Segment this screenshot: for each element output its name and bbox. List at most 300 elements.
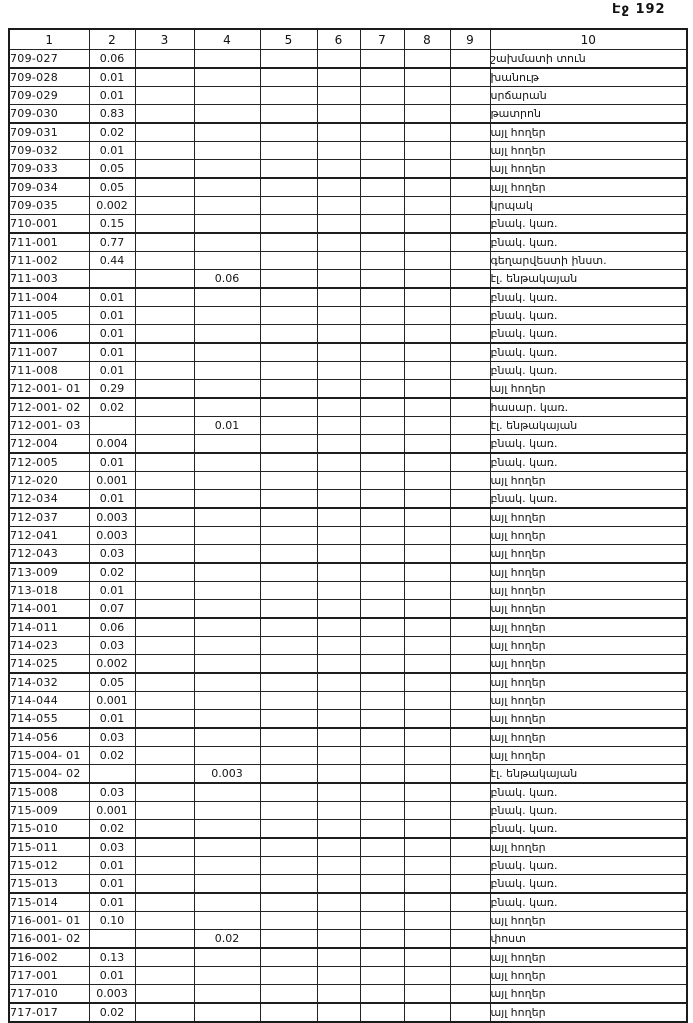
table-row: [9, 68, 687, 87]
table-row: [9, 215, 687, 234]
empty-cell: [135, 215, 194, 234]
empty-cell: [260, 508, 317, 527]
table-row: [9, 398, 687, 417]
empty-cell: [260, 307, 317, 325]
table-row: [9, 728, 687, 747]
empty-cell: [360, 765, 404, 784]
empty-cell: [404, 765, 450, 784]
land-use-label-cell: բնակ. կառ.: [490, 307, 687, 325]
empty-cell: [260, 820, 317, 839]
parcel-code-cell: 712-001- 03: [9, 417, 89, 435]
empty-cell: [404, 197, 450, 215]
table-row: [9, 985, 687, 1004]
parcel-code-cell: 712-034: [9, 490, 89, 509]
area-col2-cell: 0.004: [89, 435, 135, 454]
area-col2-cell: 0.01: [89, 490, 135, 509]
empty-cell: [450, 215, 490, 234]
page-number-label: Էջ 192: [612, 2, 666, 17]
empty-cell: [404, 948, 450, 967]
empty-cell: [450, 820, 490, 839]
empty-cell: [450, 692, 490, 710]
empty-cell: [135, 252, 194, 270]
empty-cell: [260, 802, 317, 820]
table-row: [9, 178, 687, 197]
empty-cell: [317, 545, 360, 564]
parcel-code-cell: 714-025: [9, 655, 89, 674]
area-col2-cell: 0.01: [89, 343, 135, 362]
empty-cell: [360, 343, 404, 362]
empty-cell: [450, 747, 490, 765]
empty-cell: [360, 307, 404, 325]
table-row: [9, 600, 687, 619]
empty-cell: [260, 123, 317, 142]
area-col4-cell: [194, 252, 260, 270]
area-col2-cell: 0.44: [89, 252, 135, 270]
empty-cell: [404, 783, 450, 802]
table-row: [9, 783, 687, 802]
empty-cell: [260, 417, 317, 435]
empty-cell: [317, 68, 360, 87]
area-col4-cell: [194, 563, 260, 582]
empty-cell: [404, 105, 450, 124]
empty-cell: [260, 380, 317, 399]
parcel-code-cell: 716-002: [9, 948, 89, 967]
empty-cell: [317, 252, 360, 270]
land-use-label-cell: այլ հողեր: [490, 1003, 687, 1022]
empty-cell: [135, 307, 194, 325]
empty-cell: [450, 105, 490, 124]
empty-cell: [135, 380, 194, 399]
empty-cell: [404, 252, 450, 270]
empty-cell: [317, 618, 360, 637]
empty-cell: [360, 380, 404, 399]
area-col4-cell: [194, 783, 260, 802]
area-col4-cell: 0.06: [194, 270, 260, 289]
area-col2-cell: 0.05: [89, 178, 135, 197]
empty-cell: [404, 68, 450, 87]
area-col4-cell: [194, 637, 260, 655]
empty-cell: [450, 362, 490, 380]
land-use-label-cell: շախմատի տուն: [490, 50, 687, 69]
land-use-label-cell: հասար. կառ.: [490, 398, 687, 417]
empty-cell: [360, 142, 404, 160]
area-col2-cell: 0.01: [89, 68, 135, 87]
empty-cell: [450, 600, 490, 619]
empty-cell: [360, 472, 404, 490]
empty-cell: [360, 1003, 404, 1022]
column-header-4: 4: [194, 29, 260, 50]
empty-cell: [135, 527, 194, 545]
land-use-label-cell: այլ հողեր: [490, 673, 687, 692]
area-col2-cell: 0.03: [89, 783, 135, 802]
parcel-code-cell: 714-056: [9, 728, 89, 747]
empty-cell: [360, 948, 404, 967]
empty-cell: [404, 417, 450, 435]
empty-cell: [260, 490, 317, 509]
empty-cell: [360, 710, 404, 729]
empty-cell: [135, 875, 194, 894]
parcel-code-cell: 715-008: [9, 783, 89, 802]
parcel-code-cell: 711-002: [9, 252, 89, 270]
land-use-label-cell: գեղարվեստի ինստ.: [490, 252, 687, 270]
parcel-code-cell: 712-041: [9, 527, 89, 545]
area-col2-cell: 0.02: [89, 563, 135, 582]
empty-cell: [317, 838, 360, 857]
area-col4-cell: [194, 545, 260, 564]
land-use-label-cell: այլ հողեր: [490, 912, 687, 930]
land-use-label-cell: էլ. ենթակայան: [490, 765, 687, 784]
empty-cell: [317, 747, 360, 765]
parcel-code-cell: 712-005: [9, 453, 89, 472]
table-row: [9, 655, 687, 674]
empty-cell: [450, 87, 490, 105]
empty-cell: [450, 508, 490, 527]
table-row: [9, 967, 687, 985]
table-row: [9, 545, 687, 564]
table-row: [9, 930, 687, 949]
land-use-label-cell: այլ հողեր: [490, 655, 687, 674]
empty-cell: [317, 728, 360, 747]
area-col2-cell: 0.07: [89, 600, 135, 619]
area-col2-cell: 0.06: [89, 618, 135, 637]
empty-cell: [135, 123, 194, 142]
empty-cell: [450, 490, 490, 509]
empty-cell: [360, 875, 404, 894]
land-use-label-cell: բնակ. կառ.: [490, 490, 687, 509]
empty-cell: [450, 307, 490, 325]
empty-cell: [404, 967, 450, 985]
empty-cell: [317, 563, 360, 582]
empty-cell: [450, 710, 490, 729]
area-col2-cell: 0.06: [89, 50, 135, 69]
empty-cell: [260, 197, 317, 215]
land-use-label-cell: այլ հողեր: [490, 728, 687, 747]
parcel-code-cell: 717-010: [9, 985, 89, 1004]
empty-cell: [317, 783, 360, 802]
table-row: [9, 508, 687, 527]
empty-cell: [404, 820, 450, 839]
parcel-code-cell: 714-001: [9, 600, 89, 619]
empty-cell: [360, 985, 404, 1004]
empty-cell: [260, 893, 317, 912]
table-row: [9, 233, 687, 252]
land-use-label-cell: այլ հողեր: [490, 582, 687, 600]
area-col2-cell: 0.001: [89, 802, 135, 820]
empty-cell: [450, 838, 490, 857]
land-use-label-cell: փոստ: [490, 930, 687, 949]
empty-cell: [450, 417, 490, 435]
land-use-label-cell: էլ. ենթակայան: [490, 417, 687, 435]
area-col2-cell: 0.002: [89, 197, 135, 215]
empty-cell: [360, 618, 404, 637]
table-row: [9, 417, 687, 435]
area-col2-cell: 0.003: [89, 985, 135, 1004]
empty-cell: [135, 967, 194, 985]
empty-cell: [317, 765, 360, 784]
land-use-label-cell: բնակ. կառ.: [490, 783, 687, 802]
empty-cell: [450, 398, 490, 417]
empty-cell: [360, 215, 404, 234]
area-col2-cell: 0.003: [89, 527, 135, 545]
empty-cell: [260, 545, 317, 564]
empty-cell: [404, 233, 450, 252]
empty-cell: [450, 655, 490, 674]
area-col4-cell: 0.003: [194, 765, 260, 784]
area-col2-cell: 0.001: [89, 692, 135, 710]
empty-cell: [135, 197, 194, 215]
area-col4-cell: [194, 50, 260, 69]
empty-cell: [317, 655, 360, 674]
empty-cell: [404, 50, 450, 69]
empty-cell: [260, 783, 317, 802]
empty-cell: [317, 967, 360, 985]
empty-cell: [135, 838, 194, 857]
empty-cell: [404, 490, 450, 509]
parcel-code-cell: 715-014: [9, 893, 89, 912]
land-use-label-cell: խանութ: [490, 68, 687, 87]
column-header-6: 6: [317, 29, 360, 50]
empty-cell: [360, 802, 404, 820]
empty-cell: [404, 600, 450, 619]
parcel-code-cell: 711-005: [9, 307, 89, 325]
empty-cell: [135, 912, 194, 930]
empty-cell: [317, 50, 360, 69]
land-use-label-cell: բնակ. կառ.: [490, 233, 687, 252]
land-use-label-cell: բնակ. կառ.: [490, 435, 687, 454]
empty-cell: [260, 215, 317, 234]
area-col2-cell: 0.01: [89, 325, 135, 344]
empty-cell: [404, 325, 450, 344]
empty-cell: [404, 692, 450, 710]
empty-cell: [360, 68, 404, 87]
empty-cell: [260, 68, 317, 87]
area-col2-cell: 0.01: [89, 857, 135, 875]
parcel-code-cell: 709-032: [9, 142, 89, 160]
area-col2-cell: 0.01: [89, 362, 135, 380]
area-col2-cell: 0.01: [89, 307, 135, 325]
empty-cell: [135, 728, 194, 747]
empty-cell: [450, 252, 490, 270]
empty-cell: [450, 783, 490, 802]
empty-cell: [360, 435, 404, 454]
empty-cell: [317, 197, 360, 215]
table-row: [9, 765, 687, 784]
empty-cell: [260, 50, 317, 69]
empty-cell: [450, 160, 490, 179]
empty-cell: [135, 270, 194, 289]
table-row: [9, 912, 687, 930]
empty-cell: [404, 362, 450, 380]
parcel-code-cell: 715-012: [9, 857, 89, 875]
empty-cell: [404, 655, 450, 674]
empty-cell: [317, 87, 360, 105]
empty-cell: [135, 160, 194, 179]
empty-cell: [360, 453, 404, 472]
empty-cell: [404, 178, 450, 197]
land-use-label-cell: բնակ. կառ.: [490, 288, 687, 307]
empty-cell: [317, 307, 360, 325]
empty-cell: [404, 747, 450, 765]
empty-cell: [260, 600, 317, 619]
empty-cell: [260, 105, 317, 124]
column-header-2: 2: [89, 29, 135, 50]
area-col2-cell: 0.29: [89, 380, 135, 399]
table-row: [9, 692, 687, 710]
empty-cell: [317, 105, 360, 124]
empty-cell: [260, 765, 317, 784]
land-use-label-cell: այլ հողեր: [490, 710, 687, 729]
area-col4-cell: 0.02: [194, 930, 260, 949]
area-col4-cell: [194, 380, 260, 399]
table-row: [9, 838, 687, 857]
empty-cell: [404, 343, 450, 362]
land-use-label-cell: այլ հողեր: [490, 527, 687, 545]
parcel-code-cell: 711-006: [9, 325, 89, 344]
table-row: [9, 288, 687, 307]
empty-cell: [360, 930, 404, 949]
table-row: [9, 252, 687, 270]
empty-cell: [260, 655, 317, 674]
empty-cell: [404, 563, 450, 582]
empty-cell: [260, 178, 317, 197]
area-col4-cell: [194, 197, 260, 215]
land-use-label-cell: այլ հողեր: [490, 692, 687, 710]
empty-cell: [260, 967, 317, 985]
area-col4-cell: [194, 453, 260, 472]
area-col2-cell: 0.01: [89, 453, 135, 472]
table-row: [9, 820, 687, 839]
parcel-code-cell: 715-013: [9, 875, 89, 894]
land-use-label-cell: այլ հողեր: [490, 178, 687, 197]
empty-cell: [317, 673, 360, 692]
table-row: [9, 142, 687, 160]
empty-cell: [360, 673, 404, 692]
empty-cell: [360, 362, 404, 380]
empty-cell: [450, 985, 490, 1004]
empty-cell: [135, 747, 194, 765]
empty-cell: [317, 875, 360, 894]
area-col4-cell: [194, 105, 260, 124]
parcel-code-cell: 716-001- 02: [9, 930, 89, 949]
land-use-label-cell: սրճարան: [490, 87, 687, 105]
empty-cell: [135, 673, 194, 692]
parcel-code-cell: 715-009: [9, 802, 89, 820]
empty-cell: [404, 270, 450, 289]
parcel-code-cell: 709-028: [9, 68, 89, 87]
empty-cell: [317, 948, 360, 967]
empty-cell: [404, 398, 450, 417]
empty-cell: [260, 838, 317, 857]
empty-cell: [260, 142, 317, 160]
area-col4-cell: [194, 435, 260, 454]
area-col2-cell: 0.01: [89, 87, 135, 105]
land-use-label-cell: այլ հողեր: [490, 600, 687, 619]
scanned-table-sheet: [8, 28, 686, 1019]
parcel-code-cell: 716-001- 01: [9, 912, 89, 930]
empty-cell: [260, 728, 317, 747]
table-row: [9, 618, 687, 637]
area-col2-cell: 0.03: [89, 838, 135, 857]
area-col2-cell: 0.01: [89, 710, 135, 729]
parcel-code-cell: 717-001: [9, 967, 89, 985]
empty-cell: [135, 417, 194, 435]
empty-cell: [135, 563, 194, 582]
empty-cell: [450, 673, 490, 692]
table-row: [9, 472, 687, 490]
table-row: [9, 105, 687, 124]
parcel-code-cell: 709-035: [9, 197, 89, 215]
empty-cell: [260, 160, 317, 179]
empty-cell: [360, 857, 404, 875]
empty-cell: [317, 325, 360, 344]
land-use-label-cell: այլ հողեր: [490, 563, 687, 582]
area-col2-cell: 0.01: [89, 582, 135, 600]
empty-cell: [317, 912, 360, 930]
parcel-code-cell: 712-037: [9, 508, 89, 527]
land-use-label-cell: այլ հողեր: [490, 948, 687, 967]
empty-cell: [360, 967, 404, 985]
land-use-label-cell: բնակ. կառ.: [490, 325, 687, 344]
empty-cell: [260, 398, 317, 417]
area-col4-cell: [194, 893, 260, 912]
empty-cell: [135, 948, 194, 967]
empty-cell: [360, 820, 404, 839]
area-col4-cell: [194, 838, 260, 857]
land-use-label-cell: այլ հողեր: [490, 618, 687, 637]
empty-cell: [135, 692, 194, 710]
area-col4-cell: [194, 398, 260, 417]
parcel-code-cell: 714-011: [9, 618, 89, 637]
area-col4-cell: [194, 985, 260, 1004]
empty-cell: [135, 655, 194, 674]
empty-cell: [317, 820, 360, 839]
empty-cell: [317, 637, 360, 655]
empty-cell: [317, 802, 360, 820]
parcel-code-cell: 713-018: [9, 582, 89, 600]
column-header-8: 8: [404, 29, 450, 50]
empty-cell: [404, 838, 450, 857]
area-col2-cell: 0.03: [89, 728, 135, 747]
empty-cell: [404, 985, 450, 1004]
empty-cell: [135, 1003, 194, 1022]
empty-cell: [360, 582, 404, 600]
empty-cell: [450, 233, 490, 252]
area-col4-cell: [194, 527, 260, 545]
area-col4-cell: [194, 857, 260, 875]
empty-cell: [135, 178, 194, 197]
empty-cell: [404, 87, 450, 105]
empty-cell: [260, 747, 317, 765]
empty-cell: [360, 160, 404, 179]
table-row: [9, 453, 687, 472]
area-col4-cell: [194, 618, 260, 637]
empty-cell: [260, 325, 317, 344]
empty-cell: [450, 967, 490, 985]
empty-cell: [135, 765, 194, 784]
empty-cell: [360, 50, 404, 69]
table-row: [9, 380, 687, 399]
empty-cell: [260, 1003, 317, 1022]
land-use-label-cell: այլ հողեր: [490, 160, 687, 179]
area-col4-cell: [194, 160, 260, 179]
land-use-label-cell: այլ հողեր: [490, 380, 687, 399]
empty-cell: [360, 105, 404, 124]
empty-cell: [135, 618, 194, 637]
area-col4-cell: [194, 802, 260, 820]
empty-cell: [317, 178, 360, 197]
area-col4-cell: 0.01: [194, 417, 260, 435]
empty-cell: [317, 893, 360, 912]
